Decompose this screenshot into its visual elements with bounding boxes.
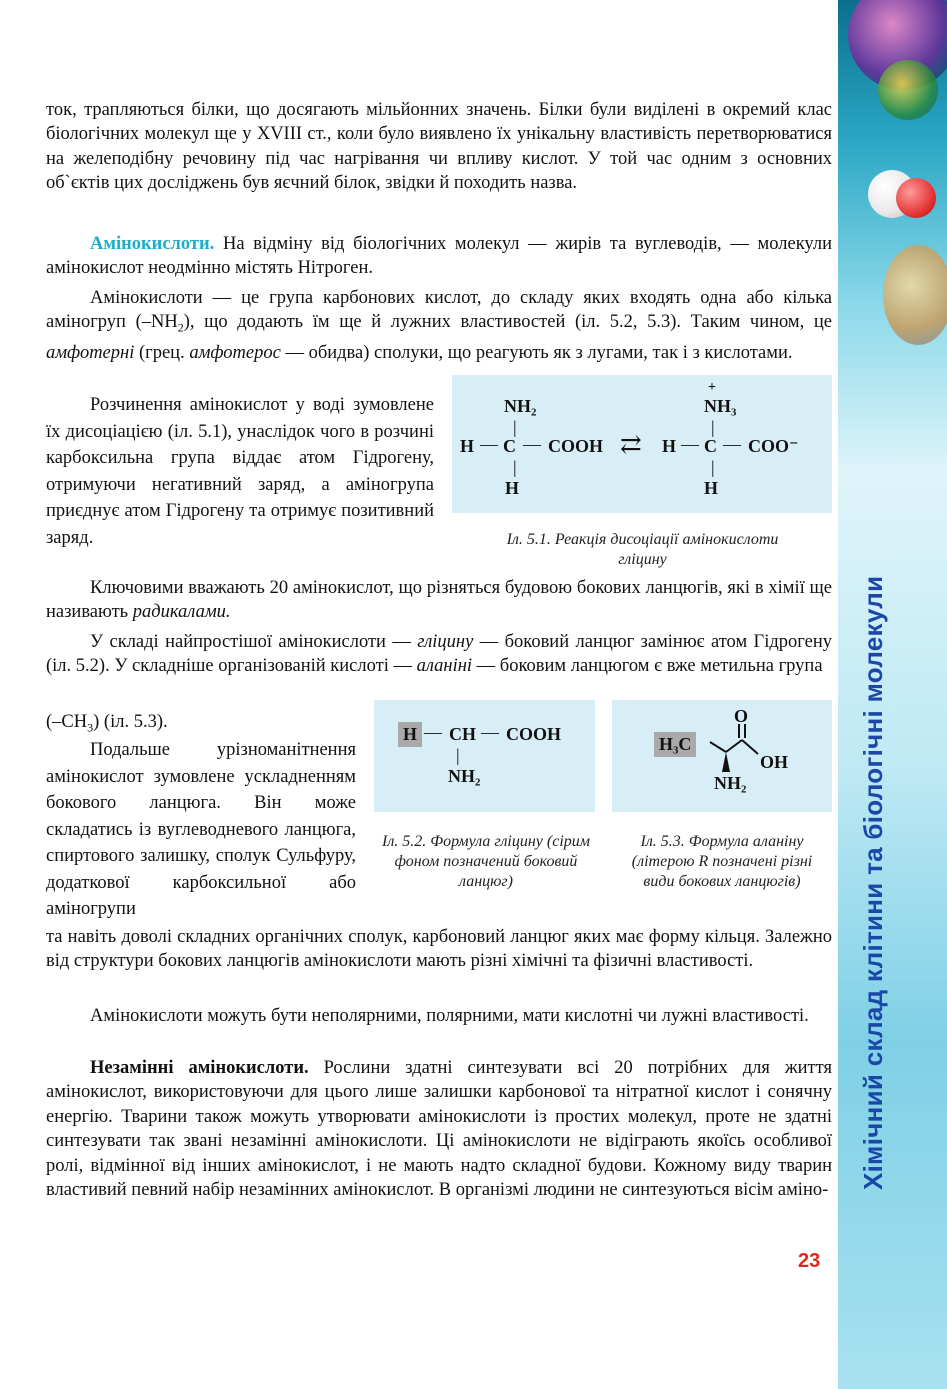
f51-bond-top2: |: [711, 417, 715, 437]
p3-italic-amphoteric: амфотерні: [46, 342, 135, 363]
term-aminoacids: Амінокислоти.: [90, 234, 215, 254]
p3-sub: 2: [177, 321, 184, 336]
p3-text-c: (грец.: [134, 342, 190, 363]
f52-ch: CH: [449, 724, 476, 744]
f51-plus: +: [708, 380, 716, 395]
paragraph-7: Подальше урізноманітнення амінокислот зумовлене ускладненням бокового ланцюга. Він може складатись із вуглеводневого ланцюга, спиртового залишку, сполук Сульфуру, додаткової карбоксильної або аміногрупи: [46, 740, 356, 919]
p6-text-e: ) (іл. 5.3).: [93, 712, 168, 732]
p6-text-c: — боковим ланцюгом є вже метильна група: [472, 656, 823, 677]
molecule-image: [896, 178, 936, 218]
vertical-section-title: Хімічний склад клітини та біологічні молекули: [858, 575, 888, 1190]
f51-coo: COO⁻: [748, 436, 799, 456]
f53-o: O: [734, 706, 749, 726]
figure-5-3-caption: Іл. 5.3. Формула аланіну (літерою R позначені різні види бокових ланцюгів): [631, 833, 813, 890]
f53-h3c-highlight: H₃C: [654, 732, 696, 757]
f51-bond-left2: —: [681, 434, 699, 454]
paragraph-6-end: [46, 710, 366, 740]
f51-cooh: COOH: [548, 436, 604, 456]
p6-italic-glycine: гліцину: [417, 632, 474, 652]
f51-h-bottom1: H: [505, 478, 520, 498]
f51-bond-bottom2: |: [711, 457, 715, 477]
molecule-image: [883, 245, 947, 345]
f51-nh3: NH₃: [704, 396, 737, 416]
page-number: 23: [798, 1250, 821, 1272]
f52-bond3: |: [456, 745, 460, 765]
p6-text-b: — боковий ланцюг замінює атом Гідрогену (іл. 5.2). У складніше організованій кислоті —: [46, 632, 832, 677]
p5-text: Ключовими вважають 20 амінокислот, що різняться будовою бокових ланцюгів, які в хімії ще називають: [46, 578, 832, 623]
paragraph-4: Розчинення амінокислот у воді зумовлене їх дисоціацією (іл. 5.1), унаслідок чого в розчині карбоксильна група віддає атом Гідрогену, отримуючи негативний заряд, а аміногрупа приєднує атом Гідрогену та отримує позитивний заряд.: [46, 395, 434, 548]
paragraph-10: [46, 1056, 832, 1202]
paragraph-6: [46, 630, 832, 679]
p3-text-b: ), що додають їм ще й лужних властивостей (іл. 5.2, 5.3). Таким чином, це: [183, 312, 832, 333]
f53-nh2: NH₂: [714, 773, 747, 793]
paragraph-2-text: На відміну від біологічних молекул — жирів та вуглеводів, — молекули амінокислот неодмінно містять Нітроген.: [46, 234, 832, 279]
f51-bond-right: —: [523, 434, 541, 454]
f52-bond1: —: [424, 722, 442, 742]
f51-bond-top: |: [513, 417, 517, 437]
f53-skeleton-bonds: [612, 700, 832, 812]
p3-text-d: — обидва) сполуки, що реагують як з лугами, так і з кислотами.: [280, 342, 793, 363]
paragraph-5: [46, 576, 832, 625]
decorative-sidebar: [838, 0, 947, 1389]
f51-c1: C: [503, 436, 516, 456]
p5-italic-radicals: радикалами.: [132, 602, 231, 623]
f51-bond-left: —: [480, 434, 498, 454]
p6-text-d: (–CH: [46, 712, 88, 732]
f52-nh2: NH₂: [448, 766, 481, 786]
figure-5-2-caption: Іл. 5.2. Формула гліцину (сірим фоном позначений боковий ланцюг): [381, 833, 590, 890]
f52-bond2: —: [481, 722, 499, 742]
paragraph-2: [46, 232, 832, 281]
f52-h-highlight: H: [398, 722, 422, 747]
p6-sub: 3: [87, 720, 94, 735]
f51-h-mid: H: [662, 436, 677, 456]
f51-bond-right2: —: [723, 434, 741, 454]
p6-text-a: У складі найпростішої амінокислоти —: [90, 632, 418, 652]
p3-text-a: Амінокислоти — це група карбонових кислот, до складу яких входять одна або кілька аміногруп (–NH: [46, 288, 832, 333]
p3-italic-amphoteros: амфотерос: [189, 342, 281, 363]
f51-bond-bottom: |: [513, 457, 517, 477]
molecule-image: [878, 60, 938, 120]
f51-equilibrium-arrows: ⇄: [620, 430, 642, 459]
figure-5-1-caption: Іл. 5.1. Реакція дисоціації амінокислоти гліцину: [506, 531, 779, 568]
paragraph-3: [46, 286, 832, 365]
paragraph-8: та навіть доволі складних органічних сполук, карбоновий ланцюг яких має форму кільця. Залежно від структури бокових ланцюгів амінокислоти мають різні хімічні та фізичні властивості.: [46, 927, 832, 972]
f51-h-bottom2: H: [704, 478, 719, 498]
paragraph-1: ток, трапляються білки, що досягають мільйонних значень. Білки були виділені в окремий клас біологічних молекул ще у XVIII ст., коли було виявлено їх унікальну властивість перетворюватися на желеподібну речовину під час нагрівання чи впливу кислот. У той час одним з основних об`єктів цих досліджень був яєчний білок, звідки й походить назва.: [46, 100, 832, 194]
f51-nh2: NH₂: [504, 396, 537, 416]
paragraph-9: Амінокислоти можуть бути неполярними, полярними, мати кислотні чи лужні властивості.: [90, 1006, 809, 1026]
f51-h-left: H: [460, 436, 475, 456]
term-essential-aminoacids: Незамінні амінокислоти.: [90, 1058, 309, 1078]
paragraph-10-text: Рослини здатні синтезувати всі 20 потрібних для життя амінокислот, використовуючи для цього лише залишки карбонової та нітратної кислот і сонячну енергію. Тварини також можуть утворювати амінокислоти із простих молекул, проте не здатні синтезувати так звані незамінні амінокислоти. Ці амінокислоти не відіграють якоїсь особливої ролі, відмінної від інших амінокислот, і не мають надто складної будови. Кожному виду тварин властивий певний набір незамінних амінокислот. В організмі людини не синтезуються вісім аміно-: [46, 1058, 832, 1201]
f53-oh: OH: [760, 752, 789, 772]
f52-cooh: COOH: [506, 724, 562, 744]
figure-5-2: [374, 700, 595, 812]
f51-c2: C: [704, 436, 717, 456]
p6-italic-alanine: аланіні: [416, 656, 473, 677]
